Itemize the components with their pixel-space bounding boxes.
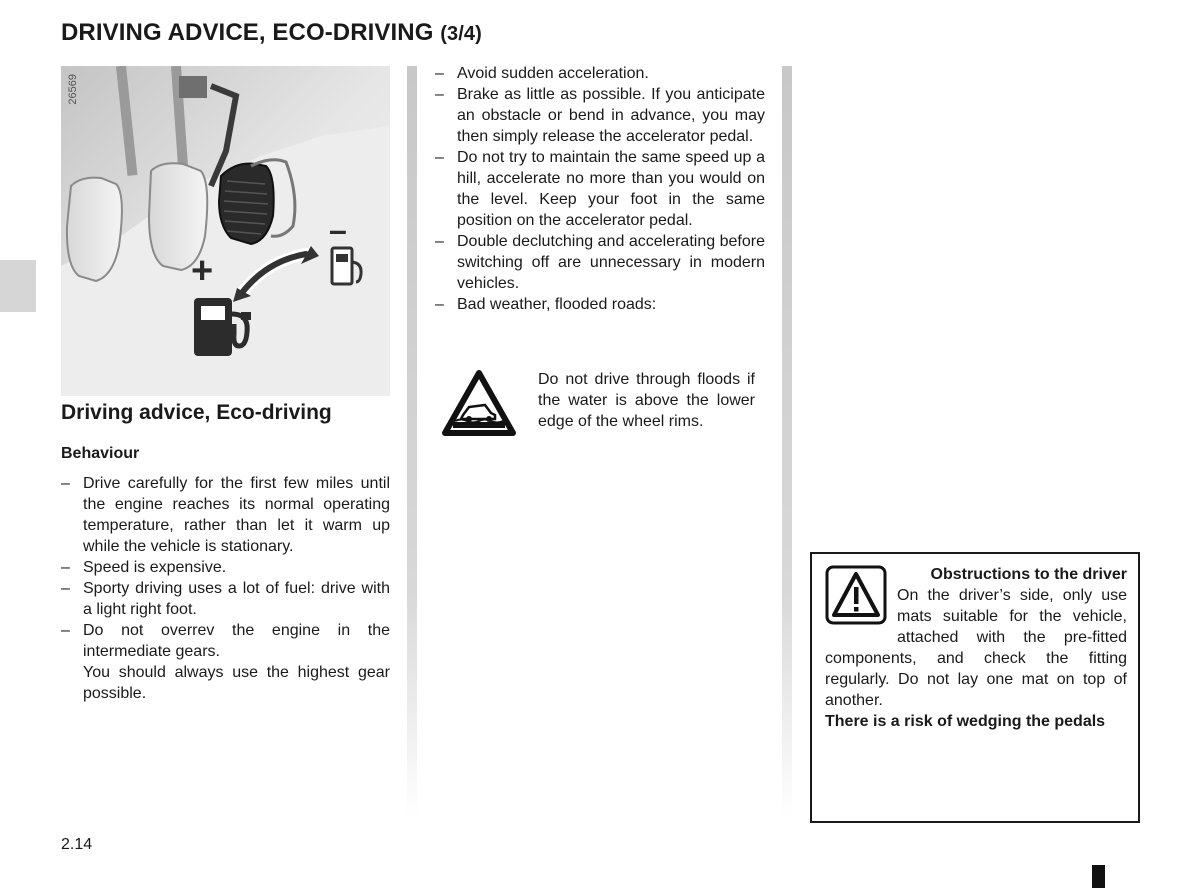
behaviour-list <box>61 473 390 704</box>
minus-symbol: – <box>329 212 347 248</box>
illustration-ref-code: 26569 <box>67 74 79 105</box>
warning-emphasis: There is a risk of wedging the pedals <box>825 713 1106 730</box>
advice-list <box>435 63 765 315</box>
page-title <box>61 19 482 47</box>
flood-warning-icon <box>441 369 517 439</box>
title-text: DRIVING ADVICE, ECO-DRIVING <box>61 19 434 46</box>
list-item: – Drive carefully for the first few miles until the engine reaches its normal operating temperature, rather than let it warm up while the vehicle is stationary. <box>61 473 390 557</box>
subheading: Behaviour <box>61 445 140 462</box>
flood-warning-text: Do not drive through floods if the water is above the lower edge of the wheel rims. <box>538 371 755 430</box>
warning-body: On the driver’s side, only use mats suitable for the vehicle, attached with the pre-fitted components, and check the fitting regularly. Do not lay one mat on top of another. <box>825 587 1127 709</box>
page-corner-mark <box>1092 865 1105 888</box>
obstruction-warning-box <box>810 552 1140 823</box>
list-item: – Bad weather, flooded roads: <box>435 294 765 315</box>
plus-symbol: + <box>191 250 214 292</box>
list-item: – Do not try to maintain the same speed up a hill, accelerate no more than you would on the level. Keep your foot in the same position on the accelerator pedal. <box>435 147 765 231</box>
list-item: – Sporty driving uses a lot of fuel: drive with a light right foot. <box>61 578 390 620</box>
section-heading: Driving advice, Eco-driving <box>61 401 332 424</box>
page-number: 2.14 <box>61 836 93 853</box>
list-item: – Brake as little as possible. If you anticipate an obstacle or bend in advance, you may then simply release the accelerator pedal. <box>435 84 765 147</box>
list-item: – Double declutching and accelerating before switching off are unnecessary in modern vehicles. <box>435 231 765 294</box>
title-part: (3/4) <box>440 23 482 45</box>
column-divider <box>407 66 417 818</box>
pedal-illustration <box>61 66 390 396</box>
warning-icon <box>825 565 889 627</box>
warning-title: Obstructions to the driver <box>930 566 1127 583</box>
list-item: – Do not overrev the engine in the intermediate gears. <box>61 620 390 662</box>
column-divider <box>782 66 792 818</box>
list-item: – Avoid sudden acceleration. <box>435 63 765 84</box>
flood-warning <box>441 369 761 444</box>
list-item: – Speed is expensive. <box>61 557 390 578</box>
section-tab <box>0 260 36 312</box>
list-continuation: You should always use the highest gear possible. <box>83 664 390 702</box>
